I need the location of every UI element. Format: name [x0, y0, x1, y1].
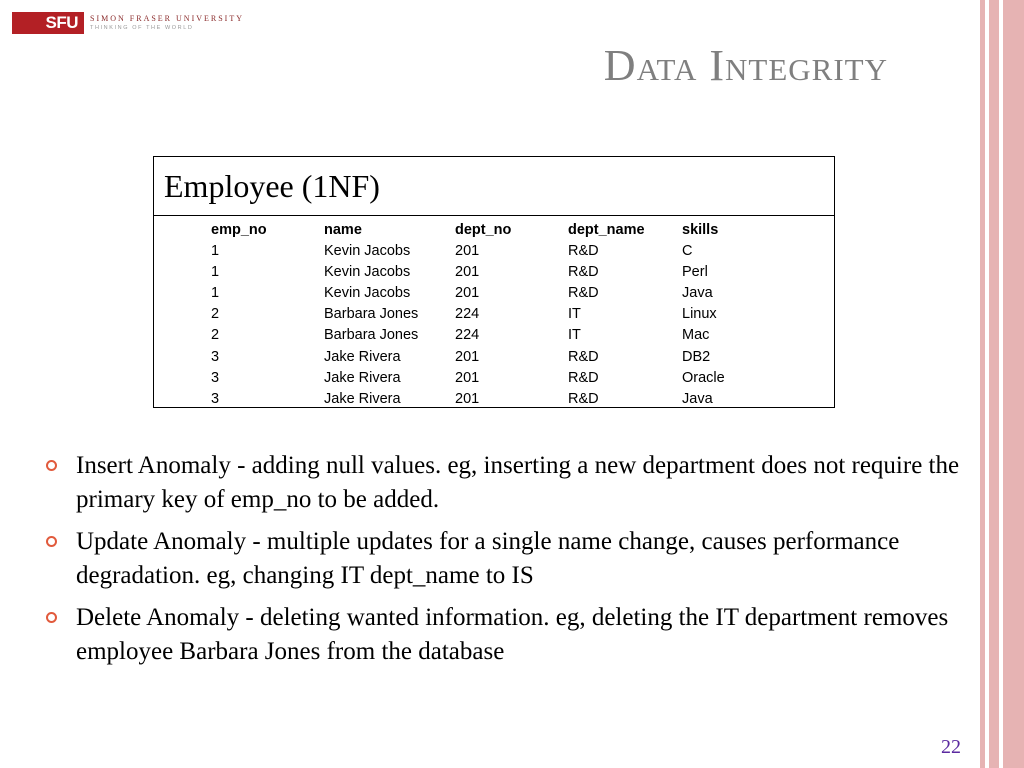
cell-name: Kevin Jacobs: [324, 263, 411, 280]
cell-dept-name: R&D: [568, 263, 599, 280]
cell-emp-no: 3: [211, 369, 220, 386]
decorative-stripe-medium: [989, 0, 999, 768]
cell-name: Barbara Jones: [324, 306, 419, 323]
logo-university-name: SIMON FRASER UNIVERSITY: [90, 14, 245, 23]
cell-skills: Perl: [682, 263, 708, 280]
cell-dept-no: 224: [455, 306, 480, 323]
logo-tagline: THINKING OF THE WORLD: [90, 25, 194, 31]
cell-skills: Java: [682, 390, 713, 407]
cell-dept-no: 201: [455, 242, 480, 259]
table-row: [211, 346, 762, 367]
column-header-name: name: [324, 221, 362, 238]
table-header-row: [211, 219, 762, 240]
page-number: 22: [941, 736, 961, 758]
decorative-stripe-wide: [1003, 0, 1024, 768]
sfu-logo-text: [90, 14, 244, 32]
bullet-list: [44, 449, 984, 677]
column-header-skills: skills: [682, 221, 719, 238]
cell-dept-no: 201: [455, 369, 480, 386]
cell-skills: C: [682, 242, 693, 259]
circle-bullet-icon: [46, 460, 57, 471]
bullet-text: Insert Anomaly - adding null values. eg, inserting a new department does not require the primary key of emp_no to be added.: [76, 452, 960, 513]
cell-name: Jake Rivera: [324, 369, 401, 386]
column-header-dept-name: dept_name: [568, 221, 645, 238]
slide-title: Data Integrity: [603, 41, 888, 90]
cell-dept-name: R&D: [568, 348, 599, 365]
table-row: [211, 240, 762, 261]
cell-name: Kevin Jacobs: [324, 242, 411, 259]
cell-dept-name: R&D: [568, 369, 599, 386]
cell-dept-name: R&D: [568, 390, 599, 407]
bullet-insert-anomaly: [44, 449, 984, 517]
cell-skills: Java: [682, 284, 713, 301]
sfu-logo: [12, 12, 244, 34]
cell-emp-no: 2: [211, 327, 220, 344]
table-title: Employee (1NF): [154, 157, 834, 216]
column-header-dept-no: dept_no: [455, 221, 512, 238]
table-row: [211, 388, 762, 409]
cell-name: Jake Rivera: [324, 390, 401, 407]
cell-emp-no: 1: [211, 284, 220, 301]
bullet-text: Update Anomaly - multiple updates for a single name change, causes performance degradation. eg, changing IT dept_name to IS: [76, 528, 900, 589]
cell-dept-name: IT: [568, 327, 581, 344]
cell-skills: Linux: [682, 306, 717, 323]
cell-emp-no: 2: [211, 306, 220, 323]
cell-emp-no: 1: [211, 263, 220, 280]
cell-dept-no: 201: [455, 390, 480, 407]
cell-emp-no: 3: [211, 348, 220, 365]
cell-name: Barbara Jones: [324, 327, 419, 344]
cell-emp-no: 3: [211, 390, 220, 407]
employee-table: [211, 219, 762, 410]
cell-dept-name: R&D: [568, 242, 599, 259]
sfu-logo-mark: SFU: [12, 12, 84, 34]
table-row: [211, 282, 762, 303]
cell-dept-no: 201: [455, 284, 480, 301]
cell-dept-no: 201: [455, 348, 480, 365]
cell-dept-name: R&D: [568, 284, 599, 301]
cell-name: Kevin Jacobs: [324, 284, 411, 301]
cell-skills: Mac: [682, 327, 710, 344]
cell-dept-name: IT: [568, 306, 581, 323]
cell-name: Jake Rivera: [324, 348, 401, 365]
column-header-emp-no: emp_no: [211, 221, 267, 238]
bullet-update-anomaly: [44, 525, 984, 593]
circle-bullet-icon: [46, 536, 57, 547]
table-row: [211, 325, 762, 346]
table-row: [211, 261, 762, 282]
bullet-text: Delete Anomaly - deleting wanted information. eg, deleting the IT department removes employee Barbara Jones from the database: [76, 604, 949, 665]
bullet-delete-anomaly: [44, 601, 984, 669]
cell-emp-no: 1: [211, 242, 220, 259]
employee-table-box: [153, 156, 835, 408]
circle-bullet-icon: [46, 612, 57, 623]
cell-dept-no: 224: [455, 327, 480, 344]
cell-skills: Oracle: [682, 369, 725, 386]
table-row: [211, 367, 762, 388]
table-row: [211, 304, 762, 325]
cell-skills: DB2: [682, 348, 711, 365]
cell-dept-no: 201: [455, 263, 480, 280]
